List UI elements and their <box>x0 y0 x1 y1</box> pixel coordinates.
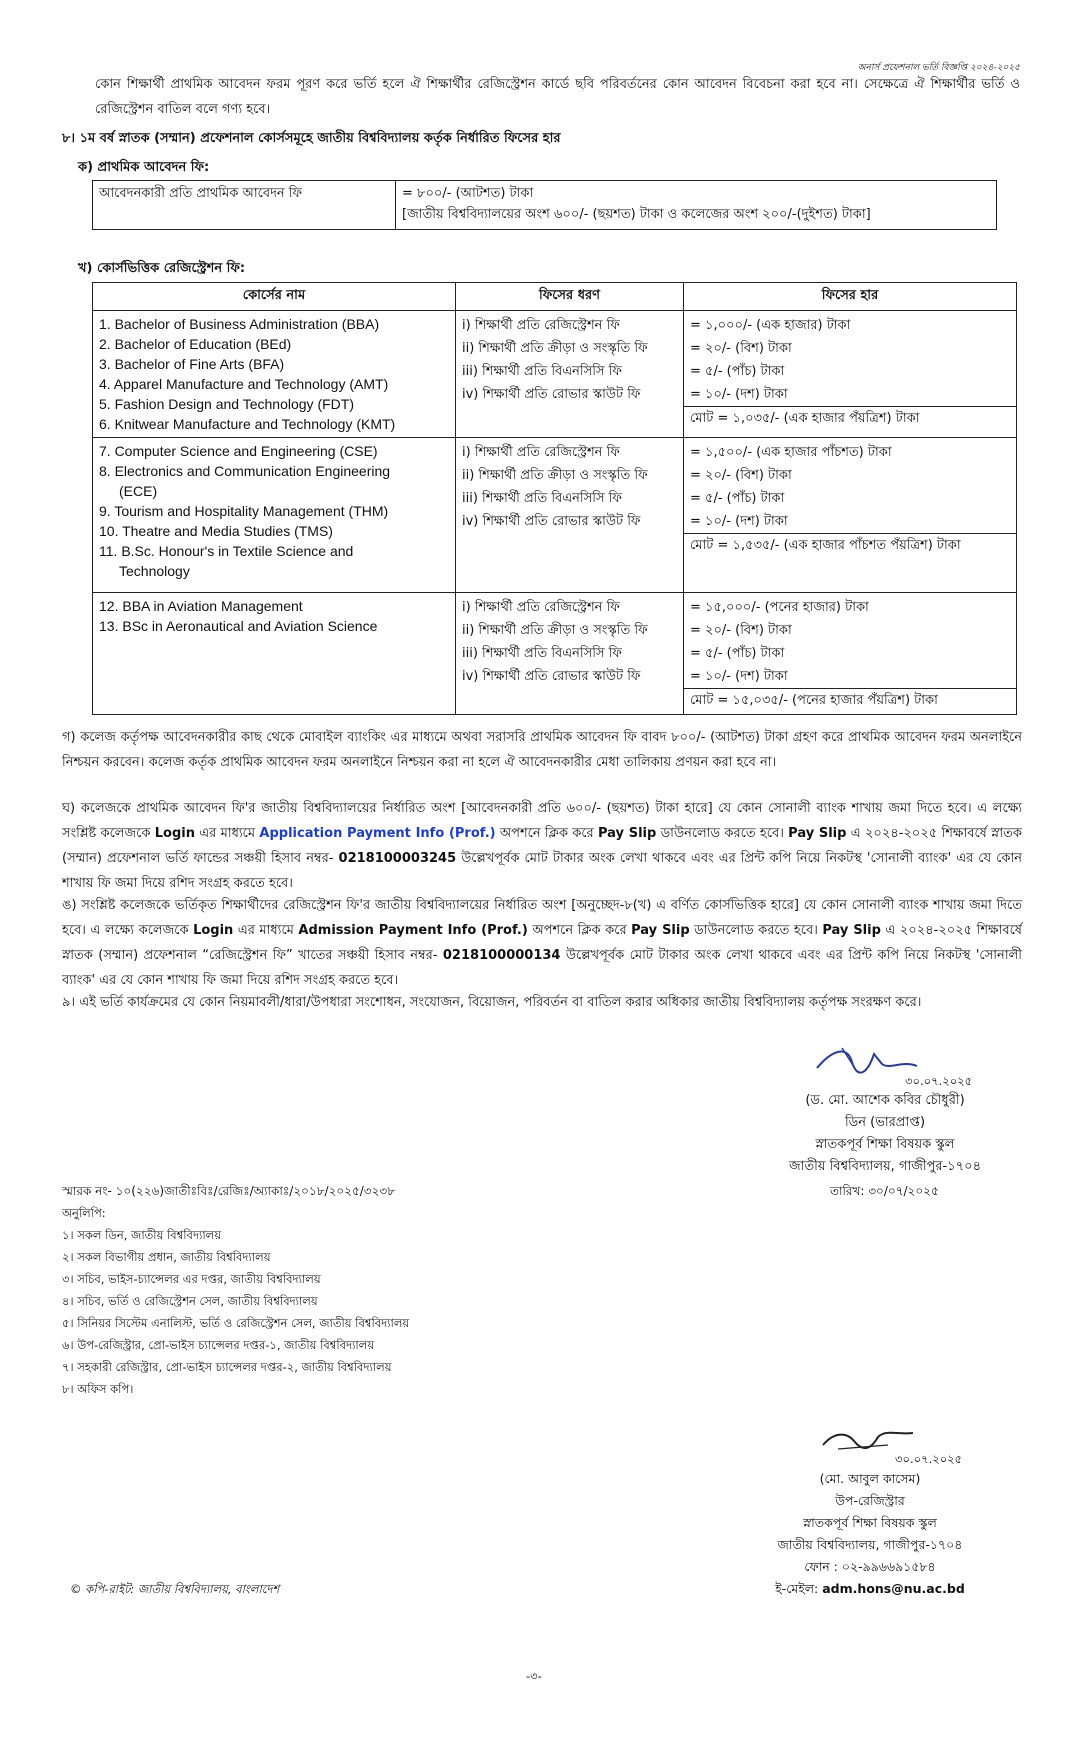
application-fee-label: আবেদনকারী প্রতি প্রাথমিক আবেদন ফি <box>93 181 396 230</box>
text-span: অপশনে ক্লিক করে <box>495 826 598 841</box>
fee-rate: = ২০/- (বিশ) টাকা <box>690 623 792 638</box>
text-span: ডাউনলোড করতে হবে। <box>689 923 823 938</box>
table-header-row <box>93 283 1017 311</box>
fee-type-registration: i) শিক্ষার্থী প্রতি রেজিস্ট্রেশন ফি <box>462 318 620 333</box>
fee-rate-group-2 <box>684 438 1017 593</box>
list-item: 5. Fashion Design and Technology (FDT) <box>99 396 354 412</box>
fee-type-bncc: iii) শিক্ষার্থী প্রতি বিএনসিসি ফি <box>462 491 622 506</box>
table-row <box>93 311 1017 438</box>
list-item: 10. Theatre and Media Studies (TMS) <box>99 523 333 539</box>
admission-payment-info-text: Admission Payment Info (Prof.) <box>298 923 528 938</box>
list-item: 6. Knitwear Manufacture and Technology (KMT) <box>99 416 396 432</box>
list-item: ২। সকল বিভাগীয় প্রধান, জাতীয় বিশ্ববিদ্যালয় <box>62 1250 271 1264</box>
application-fee-value: = ৮০০/- (আটশত) টাকা <box>402 186 534 201</box>
email-label: ই-মেইল: <box>775 1581 819 1596</box>
course-list-group-3 <box>93 593 456 715</box>
column-header-fee-rate: ফিসের হার <box>684 283 1017 311</box>
signatory-2-date: ৩০.০৭.২০২৫ <box>895 1452 963 1466</box>
list-item: ৭। সহকারী রেজিস্ট্রার, প্রো-ভাইস চ্যান্সেলর দপ্তর-২, জাতীয় বিশ্ববিদ্যালয় <box>62 1360 392 1374</box>
pay-slip-text: Pay Slip <box>788 826 847 841</box>
list-item: 2. Bachelor of Education (BEd) <box>99 336 292 352</box>
list-item: (ECE) <box>119 483 158 499</box>
list-item: ৮। অফিস কপি। <box>62 1382 134 1396</box>
text-span: ঘ) কলেজকে প্রাথমিক আবেদন ফি'র জাতীয় বিশ্ববিদ্যালয়ের নির্ধারিত অংশ [আবেদনকারী প্রতি ৬০০/- (ছয়শত) টাকা হারে] যে কোন সোনালী ব্যাংক শাখায় জমা দিতে হবে। এ লক্ষ্যে সংশ্লিষ্ট কলেজকে <box>62 801 1022 841</box>
text-span: এর মাধ্যমে <box>194 826 260 841</box>
fee-type-rover: iv) শিক্ষার্থী প্রতি রোভার স্কাউট ফি <box>462 669 641 684</box>
fee-type-registration: i) শিক্ষার্থী প্রতি রেজিস্ট্রেশন ফি <box>462 445 620 460</box>
fee-rate: = ৫/- (পাঁচ) টাকা <box>690 646 785 661</box>
pay-slip-text: Pay Slip <box>631 923 690 938</box>
list-item: 1. Bachelor of Business Administration (BBA) <box>99 316 380 332</box>
memo-date: তারিখ: ৩০/০৭/২০২৫ <box>830 1184 939 1198</box>
memo-number: স্মারক নং- ১০(২২৬)জাতীঃবিঃ/রেজিঃ/অ্যাকাঃ/২০১৮/২০২৫/৩২৩৮ <box>62 1184 396 1198</box>
fee-type-bncc: iii) শিক্ষার্থী প্রতি বিএনসিসি ফি <box>462 364 622 379</box>
fee-rate: = ১৫,০০০/- (পনের হাজার) টাকা <box>690 600 869 615</box>
paragraph-ga: গ) কলেজ কর্তৃপক্ষ আবেদনকারীর কাছ থেকে মোবাইল ব্যাংকিং এর মাধ্যমে অথবা সরাসরি প্রাথমিক আবেদন ফি বাবদ ৮০০/- (আটশত) টাকা গ্রহণ করে প্রাথমিক আবেদন ফরম অনলাইনে নিশ্চয়ন করবেন। কলেজ কর্তৃক প্রাথমিক আবেদন ফরম অনলাইনে নিশ্চয়ন করা না হলে ঐ আবেদনকারীর মেধা তালিকায় প্রণয়ন করা হবে না। <box>62 730 1022 770</box>
section-8-title: ৮। ১ম বর্ষ স্নাতক (সম্মান) প্রফেশনাল কোর্সসমূহে জাতীয় বিশ্ববিদ্যালয় কর্তৃক নির্ধারিত ফিসের হার <box>62 131 561 146</box>
intro-paragraph: কোন শিক্ষার্থী প্রাথমিক আবেদন ফরম পূরণ করে ভর্তি হলে ঐ শিক্ষার্থীর রেজিস্ট্রেশন কার্ডে ছবি পরিবর্তনের কোন আবেদন বিবেচনা করা হবে না। সেক্ষেত্রে ঐ শিক্ষার্থীর ভর্তি ও রেজিস্ট্রেশন বাতিল বলে গণ্য হবে। <box>95 77 1020 117</box>
fee-rate: = ৫/- (পাঁচ) টাকা <box>690 364 785 379</box>
text-span: উল্লেখপূর্বক মোট টাকার অংক লেখা থাকবে এবং এর প্রিন্ট কপি নিয়ে নিকটস্থ 'সোনালী ব্যাংক' এর যে কোন শাখায় ফি জমা দিয়ে রশিদ সংগ্রহ করতে হবে। <box>62 851 1023 891</box>
table-row <box>93 438 1017 593</box>
signatory-2-title: উপ-রেজিস্ট্রার <box>835 1493 905 1508</box>
login-text: Login <box>193 923 234 938</box>
column-header-fee-type: ফিসের ধরণ <box>456 283 684 311</box>
signatory-1-name: (ড. মো. আশেক কবির চৌধুরী) <box>805 1093 965 1108</box>
signatory-2-dept: স্নাতকপূর্ব শিক্ষা বিষয়ক স্কুল <box>803 1515 937 1530</box>
signatory-1-title: ডিন (ভারপ্রাপ্ত) <box>844 1115 926 1130</box>
fee-rate: = ১,০০০/- (এক হাজার) টাকা <box>690 318 851 333</box>
fee-rate: = ১০/- (দশ) টাকা <box>690 669 788 684</box>
email-address: adm.hons@nu.ac.bd <box>822 1581 965 1596</box>
application-fee-note: [জাতীয় বিশ্ববিদ্যালয়ের অংশ ৬০০/- (ছয়শত) টাকা ও কলেজের অংশ ২০০/-(দুইশত) টাকা] <box>402 207 871 222</box>
text-span: অপশনে ক্লিক করে <box>527 923 632 938</box>
account-number: 0218100000134 <box>442 948 561 963</box>
fee-total: মোট = ১৫,০৩৫/- (পনের হাজার পঁয়ত্রিশ) টাকা <box>684 688 1016 714</box>
fee-type-group-1 <box>456 311 684 438</box>
signatory-2-email <box>740 1578 1000 1600</box>
pay-slip-text: Pay Slip <box>822 923 881 938</box>
copy-list-title: অনুলিপি: <box>62 1206 106 1220</box>
list-item: 9. Tourism and Hospitality Management (THM) <box>99 503 389 519</box>
fee-rate: = ১০/- (দশ) টাকা <box>690 387 788 402</box>
text-span: ডাউনলোড করতে হবে। <box>656 826 789 841</box>
account-number: 0218100003245 <box>338 851 457 866</box>
fee-type-sports: ii) শিক্ষার্থী প্রতি ক্রীড়া ও সংস্কৃতি ফি <box>462 468 648 483</box>
fee-rate: = ২০/- (বিশ) টাকা <box>690 468 792 483</box>
application-payment-info-text: Application Payment Info (Prof.) <box>259 826 496 841</box>
fee-rate-group-3 <box>684 593 1017 715</box>
header-note: অনার্স প্রফেশনাল ভর্তি বিজ্ঞপ্তি ২০২৪-২০২৫ <box>857 63 1020 73</box>
login-text: Login <box>154 826 195 841</box>
list-item: 12. BBA in Aviation Management <box>99 598 303 614</box>
fee-rate: = ২০/- (বিশ) টাকা <box>690 341 792 356</box>
list-item: ৩। সচিব, ভাইস-চ্যান্সেলর এর দপ্তর, জাতীয় বিশ্ববিদ্যালয় <box>62 1272 321 1286</box>
fee-total: মোট = ১,৫৩৫/- (এক হাজার পাঁচশত পঁয়ত্রিশ) টাকা <box>684 533 1016 559</box>
registration-fee-table <box>92 282 1017 715</box>
copyright-note: © কপি-রাইট: জাতীয় বিশ্ববিদ্যালয়, বাংলাদেশ <box>70 1582 280 1596</box>
signatory-2-block <box>740 1468 1000 1600</box>
fee-total: মোট = ১,০৩৫/- (এক হাজার পঁয়ত্রিশ) টাকা <box>684 406 1016 432</box>
text-span: এ ২০২৪-২০২৫ শিক্ষাবর্ষে স্নাতক (সম্মান) প্রফেশনাল ভর্তি ফান্ডের সঞ্চয়ী হিসাব নম্বর- <box>62 826 1023 866</box>
fee-type-sports: ii) শিক্ষার্থী প্রতি ক্রীড়া ও সংস্কৃতি ফি <box>462 623 648 638</box>
signatory-1-date: ৩০.০৭.২০২৫ <box>905 1074 973 1088</box>
fee-type-group-3 <box>456 593 684 715</box>
list-item: ৬। উপ-রেজিস্ট্রার, প্রো-ভাইস চ্যান্সেলর দপ্তর-১, জাতীয় বিশ্ববিদ্যালয় <box>62 1338 375 1352</box>
list-item: 7. Computer Science and Engineering (CSE) <box>99 443 378 459</box>
fee-rate: = ১,৫০০/- (এক হাজার পাঁচশত) টাকা <box>690 445 892 460</box>
signatory-1-dept: স্নাতকপূর্ব শিক্ষা বিষয়ক স্কুল <box>815 1137 955 1152</box>
fee-type-group-2 <box>456 438 684 593</box>
fee-type-rover: iv) শিক্ষার্থী প্রতি রোভার স্কাউট ফি <box>462 514 641 529</box>
paragraph-uma <box>62 893 1022 993</box>
fee-type-rover: iv) শিক্ষার্থী প্রতি রোভার স্কাউট ফি <box>462 387 641 402</box>
column-header-course: কোর্সের নাম <box>93 283 456 311</box>
fee-type-bncc: iii) শিক্ষার্থী প্রতি বিএনসিসি ফি <box>462 646 622 661</box>
list-item: ১। সকল ডিন, জাতীয় বিশ্ববিদ্যালয় <box>62 1228 222 1242</box>
course-list-group-1 <box>93 311 456 438</box>
fee-rate: = ৫/- (পাঁচ) টাকা <box>690 491 785 506</box>
sub-heading-ka: ক) প্রাথমিক আবেদন ফি: <box>78 160 210 175</box>
application-fee-table <box>92 180 997 230</box>
signatory-2-phone: ফোন : ০২-৯৯৬৬৯১৫৮৪ <box>804 1559 936 1574</box>
list-item: Technology <box>119 563 190 579</box>
list-item: ৪। সচিব, ভর্তি ও রেজিস্ট্রেশন সেল, জাতীয় বিশ্ববিদ্যালয় <box>62 1294 318 1308</box>
text-span: এ ২০২৪-২০২৫ শিক্ষাবর্ষে স্নাতক (সম্মান) প্রফেশনাল “রেজিস্ট্রেশন ফি” খাতের সঞ্চয়ী হিসাব নম্বর- <box>62 923 1022 963</box>
paragraph-gha <box>62 796 1022 896</box>
sub-heading-kha: খ) কোর্সভিত্তিক রেজিস্ট্রেশন ফি: <box>78 261 246 276</box>
text-span: এর মাধ্যমে <box>233 923 299 938</box>
fee-rate: = ১০/- (দশ) টাকা <box>690 514 788 529</box>
paragraph-9: ৯। এই ভর্তি কার্যক্রমের যে কোন নিয়মাবলী/ধারা/উপধারা সংশোধন, সংযোজন, বিয়োজন, পরিবর্তন বা বাতিল করার অধিকার জাতীয় বিশ্ববিদ্যালয় কর্তৃপক্ষ সংরক্ষণ করে। <box>62 995 922 1010</box>
fee-type-registration: i) শিক্ষার্থী প্রতি রেজিস্ট্রেশন ফি <box>462 600 620 615</box>
list-item: 11. B.Sc. Honour's in Textile Science and <box>99 543 354 559</box>
fee-type-sports: ii) শিক্ষার্থী প্রতি ক্রীড়া ও সংস্কৃতি ফি <box>462 341 648 356</box>
text-span: উল্লেখপূর্বক মোট টাকার অংক লেখা থাকবে এবং এর প্রিন্ট কপি নিয়ে নিকটস্থ 'সোনালী ব্যাংক' এর যে কোন শাখায় ফি জমা দিয়ে রশিদ সংগ্রহ করতে হবে। <box>62 948 1022 988</box>
course-list-group-2 <box>93 438 456 593</box>
table-row <box>93 593 1017 715</box>
application-fee-cell <box>396 181 997 230</box>
signatory-2-org: জাতীয় বিশ্ববিদ্যালয়, গাজীপুর-১৭০৪ <box>777 1537 963 1552</box>
fee-rate-group-1 <box>684 311 1017 438</box>
signatory-2-name: (মো. আবুল কাসেম) <box>819 1471 921 1486</box>
signatory-1-block <box>760 1090 1010 1178</box>
list-item: 13. BSc in Aeronautical and Aviation Science <box>99 618 378 634</box>
text-span: ঙ) সংশ্লিষ্ট কলেজকে ভর্তিকৃত শিক্ষার্থীদের রেজিস্ট্রেশন ফি'র জাতীয় বিশ্ববিদ্যালয়ের নির্ধারিত অংশ [অনুচ্ছেদ-৮(খ) এ বর্ণিত কোর্সভিত্তিক হারে] যে কোন সোনালী ব্যাংক শাখায় জমা দিতে হবে। এ লক্ষ্যে কলেজকে <box>62 898 1022 938</box>
pay-slip-text: Pay Slip <box>598 826 657 841</box>
page-number: -৩- <box>526 1669 542 1683</box>
list-item: 4. Apparel Manufacture and Technology (AMT) <box>99 376 389 392</box>
copy-list <box>62 1202 409 1400</box>
signatory-1-org: জাতীয় বিশ্ববিদ্যালয়, গাজীপুর-১৭০৪ <box>788 1159 982 1174</box>
list-item: 3. Bachelor of Fine Arts (BFA) <box>99 356 285 372</box>
list-item: 8. Electronics and Communication Engineering <box>99 463 391 479</box>
list-item: ৫। সিনিয়র সিস্টেম এনালিস্ট, ভর্তি ও রেজিস্ট্রেশন সেল, জাতীয় বিশ্ববিদ্যালয় <box>62 1316 410 1330</box>
